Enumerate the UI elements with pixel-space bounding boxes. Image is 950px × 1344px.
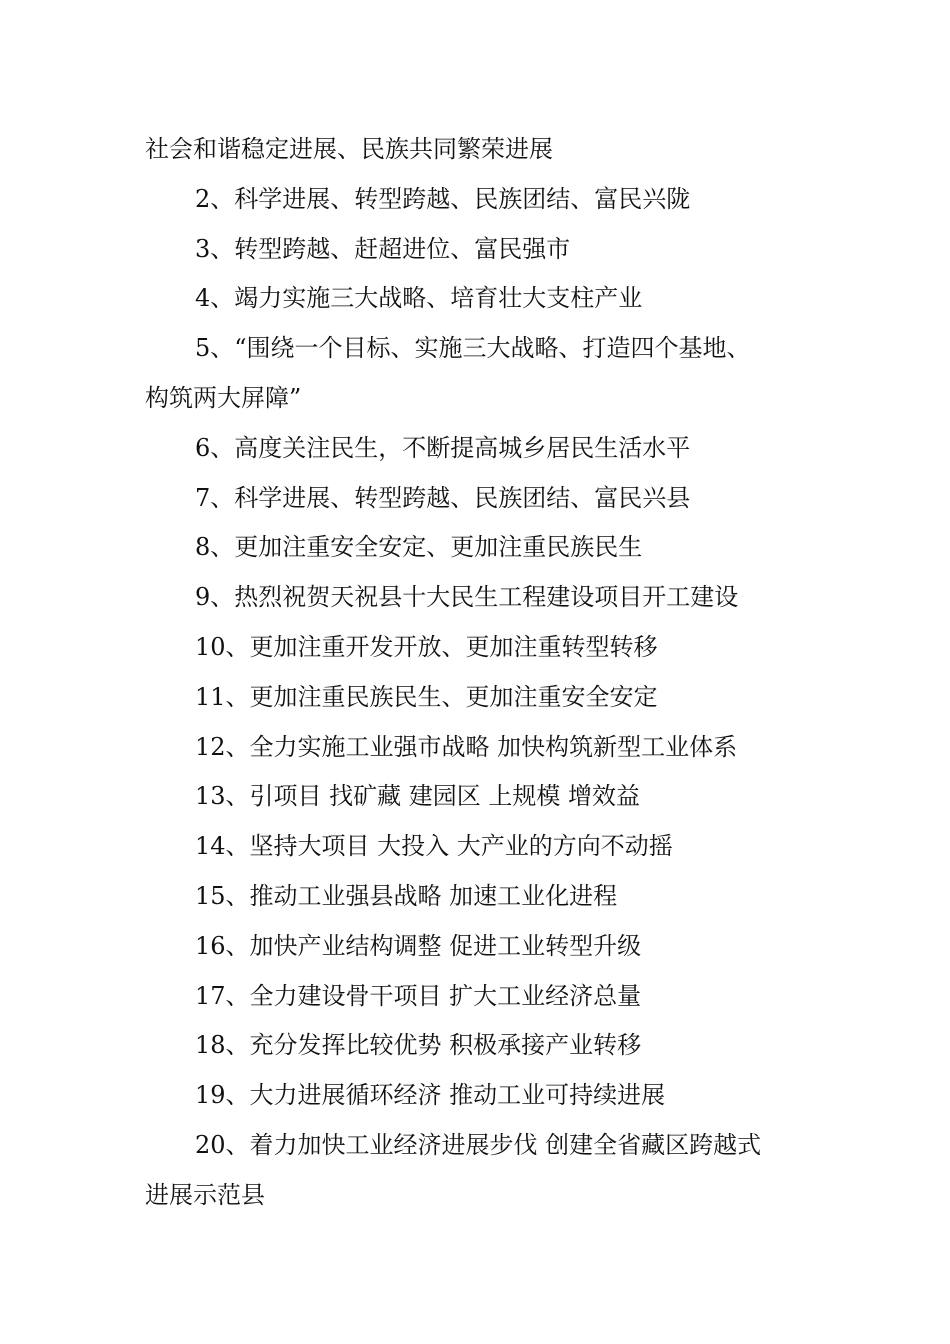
- text-line: 2、科学进展、转型跨越、民族团结、富民兴陇: [195, 184, 691, 213]
- text-line: 14、坚持大项目 大投入 大产业的方向不动摇: [195, 832, 673, 861]
- text-line: 7、科学进展、转型跨越、民族团结、富民兴县: [195, 483, 691, 512]
- text-line: 19、大力进展循环经济 推动工业可持续进展: [195, 1081, 666, 1110]
- text-line: 3、转型跨越、赶超进位、富民强市: [195, 234, 571, 263]
- document-body: [145, 125, 815, 1221]
- text-line: 6、高度关注民生，不断提高城乡居民生活水平: [195, 433, 691, 462]
- text-line: 20、着力加快工业经济进展步伐 创建全省藏区跨越式: [195, 1130, 762, 1159]
- text-line: 18、充分发挥比较优势 积极承接产业转移: [195, 1031, 642, 1060]
- text-line: 进展示范县: [145, 1180, 265, 1209]
- text-line: 17、全力建设骨干项目 扩大工业经济总量: [195, 981, 642, 1010]
- text-line: 4、竭力实施三大战略、培育壮大支柱产业: [195, 284, 643, 313]
- text-line: 构筑两大屏障”: [145, 383, 302, 412]
- text-line: 15、推动工业强县战略 加速工业化进程: [195, 881, 618, 910]
- text-line: 12、全力实施工业强市战略 加快构筑新型工业体系: [195, 732, 738, 761]
- text-line: 社会和谐稳定进展、民族共同繁荣进展: [145, 135, 553, 163]
- text-line: 8、更加注重安全安定、更加注重民族民生: [195, 533, 643, 562]
- text-line: 11、更加注重民族民生、更加注重安全安定: [195, 682, 658, 711]
- text-line: 13、引项目 找矿藏 建园区 上规模 增效益: [195, 782, 641, 811]
- text-line: 10、更加注重开发开放、更加注重转型转移: [195, 632, 658, 661]
- text-line: 9、热烈祝贺天祝县十大民生工程建设项目开工建设: [195, 583, 739, 612]
- text-line: 16、加快产业结构调整 促进工业转型升级: [195, 931, 642, 960]
- text-line: 5、“围绕一个目标、实施三大战略、打造四个基地、: [195, 334, 751, 363]
